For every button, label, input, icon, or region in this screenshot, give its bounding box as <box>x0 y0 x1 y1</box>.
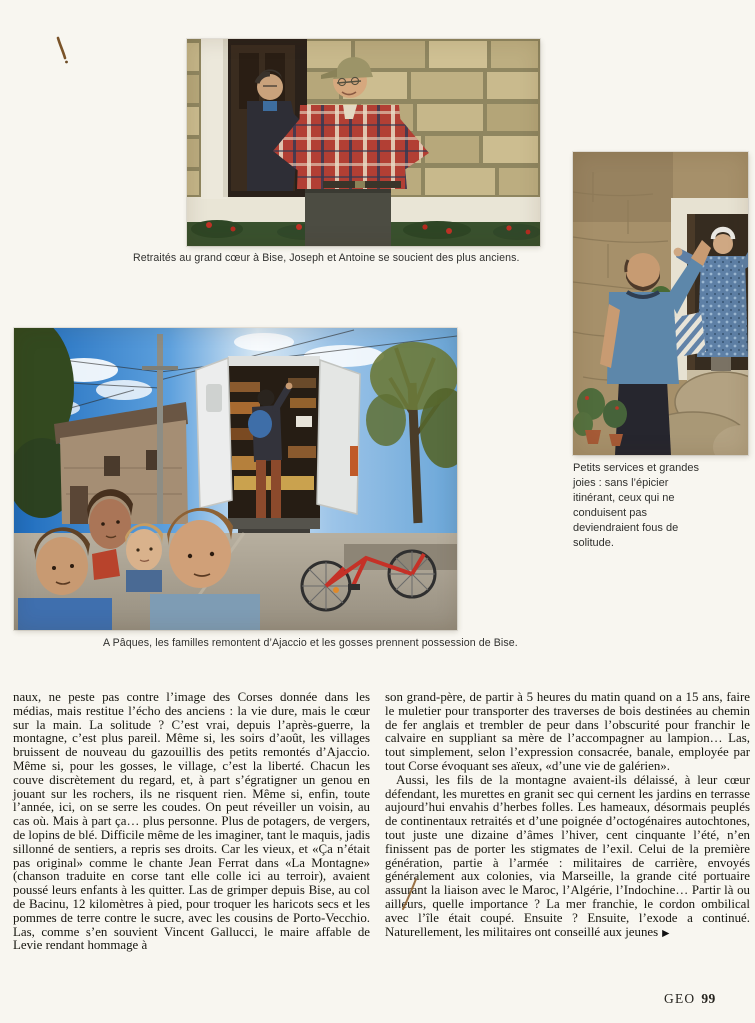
middle-photo-illustration <box>14 328 457 630</box>
article-paragraph-2-text: Aussi, les fils de la montagne avaient-ils délaissé, à leur cœur défendant, les murettes en granit sec qui cernent les jardins en terrasse aujourd’hui envahis d’herbes folles. Les hameaux, désormais peuplés de continentaux retraités et d’une poignée d’octogénaires autochtones, tout juste une dizaine d’âmes l’hiver, cent cinquante l’été, n’en finissent pas de porter les stigmates de l’exil. Celui de la première génération, partie à l’armée : militaires de carrière, envoyés généralement aux colonies, via Marseille, la grande cité portuaire assurant la liaison avec le Maroc, l’Algérie, l’Indochine… Partir là ou ailleurs, quelle importance ? La mer franchie, le cordon ombilical avec l’île était coupé. Ensuite ? Ensuite, l’exode a continué. Naturellement, les militaires ont conseillé aux jeunes <box>385 772 750 939</box>
caption-middle-photo: A Pâques, les familles remontent d’Ajaccio et les gosses prennent possession de Bise. <box>103 637 518 649</box>
caption-top-photo: Retraités au grand cœur à Bise, Joseph et Antoine se soucient des plus anciens. <box>133 252 520 264</box>
photo-retirees-bise <box>187 39 540 246</box>
article-body <box>13 691 750 953</box>
photo-enfants-camionnette <box>14 328 457 630</box>
continuation-arrow-icon: ▶ <box>662 927 670 939</box>
top-photo-illustration <box>187 39 540 246</box>
caption-side-photo: Petits services et grandes joies : sans l’épicier itinérant, ceux qui ne conduisent pas deviendraient fous de solitude. <box>573 462 699 549</box>
side-photo-illustration <box>573 152 748 455</box>
van-door-right <box>317 360 360 514</box>
photo-epicier-salut <box>573 152 748 455</box>
article-paragraph-1: son grand-père, de partir à 5 heures du matin quand on a 15 ans, faire le muletier pour transporter des traverses de bois destinées au chemin de fer anglais et trembler de peur dans l’obscurité pour franchir le calvaire en suppliant sa mère de l’accompagner au lampion… Las, tout simplement, selon l’expression consacrée, banale, employée par tout Corse évoquant ses aïeux, «d’une vie de galérien». <box>385 690 750 773</box>
article-column-left: naux, ne peste pas contre l’image des Corses donnée dans les médias, mais restitue l’écho des anciens : la vie dure, mais le cœur sur la main. La solitude ? C’est vrai, depuis l’après-guerre, la montagne, c’est plus pareil. Même si, les soirs d’août, les villages bruissent de nouveau du gazouillis des petits remontés d’Ajaccio. Même si, pour les gosses, le village, c’est la liberté. Chacun les couve discrètement du regard, et, à part s’égratigner un genou en jouant sur les rochers, ils ne risquent rien. Même si, enfin, toute l’année, ici, on se serre les coudes. On peut réveiller un voisin, au cas où. Mais à part ça… plus personne. Plus de potagers, de vergers, de lopins de blé. Difficile même de les imaginer, tant le maquis, jadis sillonné de sentiers, a repris ses droits. Car les vieux, et «Ça n’était pas original» comme le chante Jean Ferrat dans «La Montagne» (chanson traduite en corse tant elle colle ici au terroir), avaient poussé leurs enfants à les quitter. Las de grimper depuis Bise, au col de Bacinu, 12 kilomètres à pied, pour troquer les haricots secs et les pommes de terre contre le sucre, avec les cousins de Porto-Vecchio. Las, comme s’en souvient Vincent Gallucci, le maire affable de Levie rendant hommage à <box>13 690 370 953</box>
pen-scratch-mark <box>53 36 73 70</box>
article-paragraph-2 <box>385 774 750 941</box>
page-footer <box>664 991 716 1007</box>
van-door-left <box>196 358 232 508</box>
page-number: 99 <box>701 991 716 1006</box>
magazine-name: GEO <box>664 991 696 1006</box>
wall-shadow <box>573 152 673 222</box>
article-column-right <box>385 691 750 953</box>
